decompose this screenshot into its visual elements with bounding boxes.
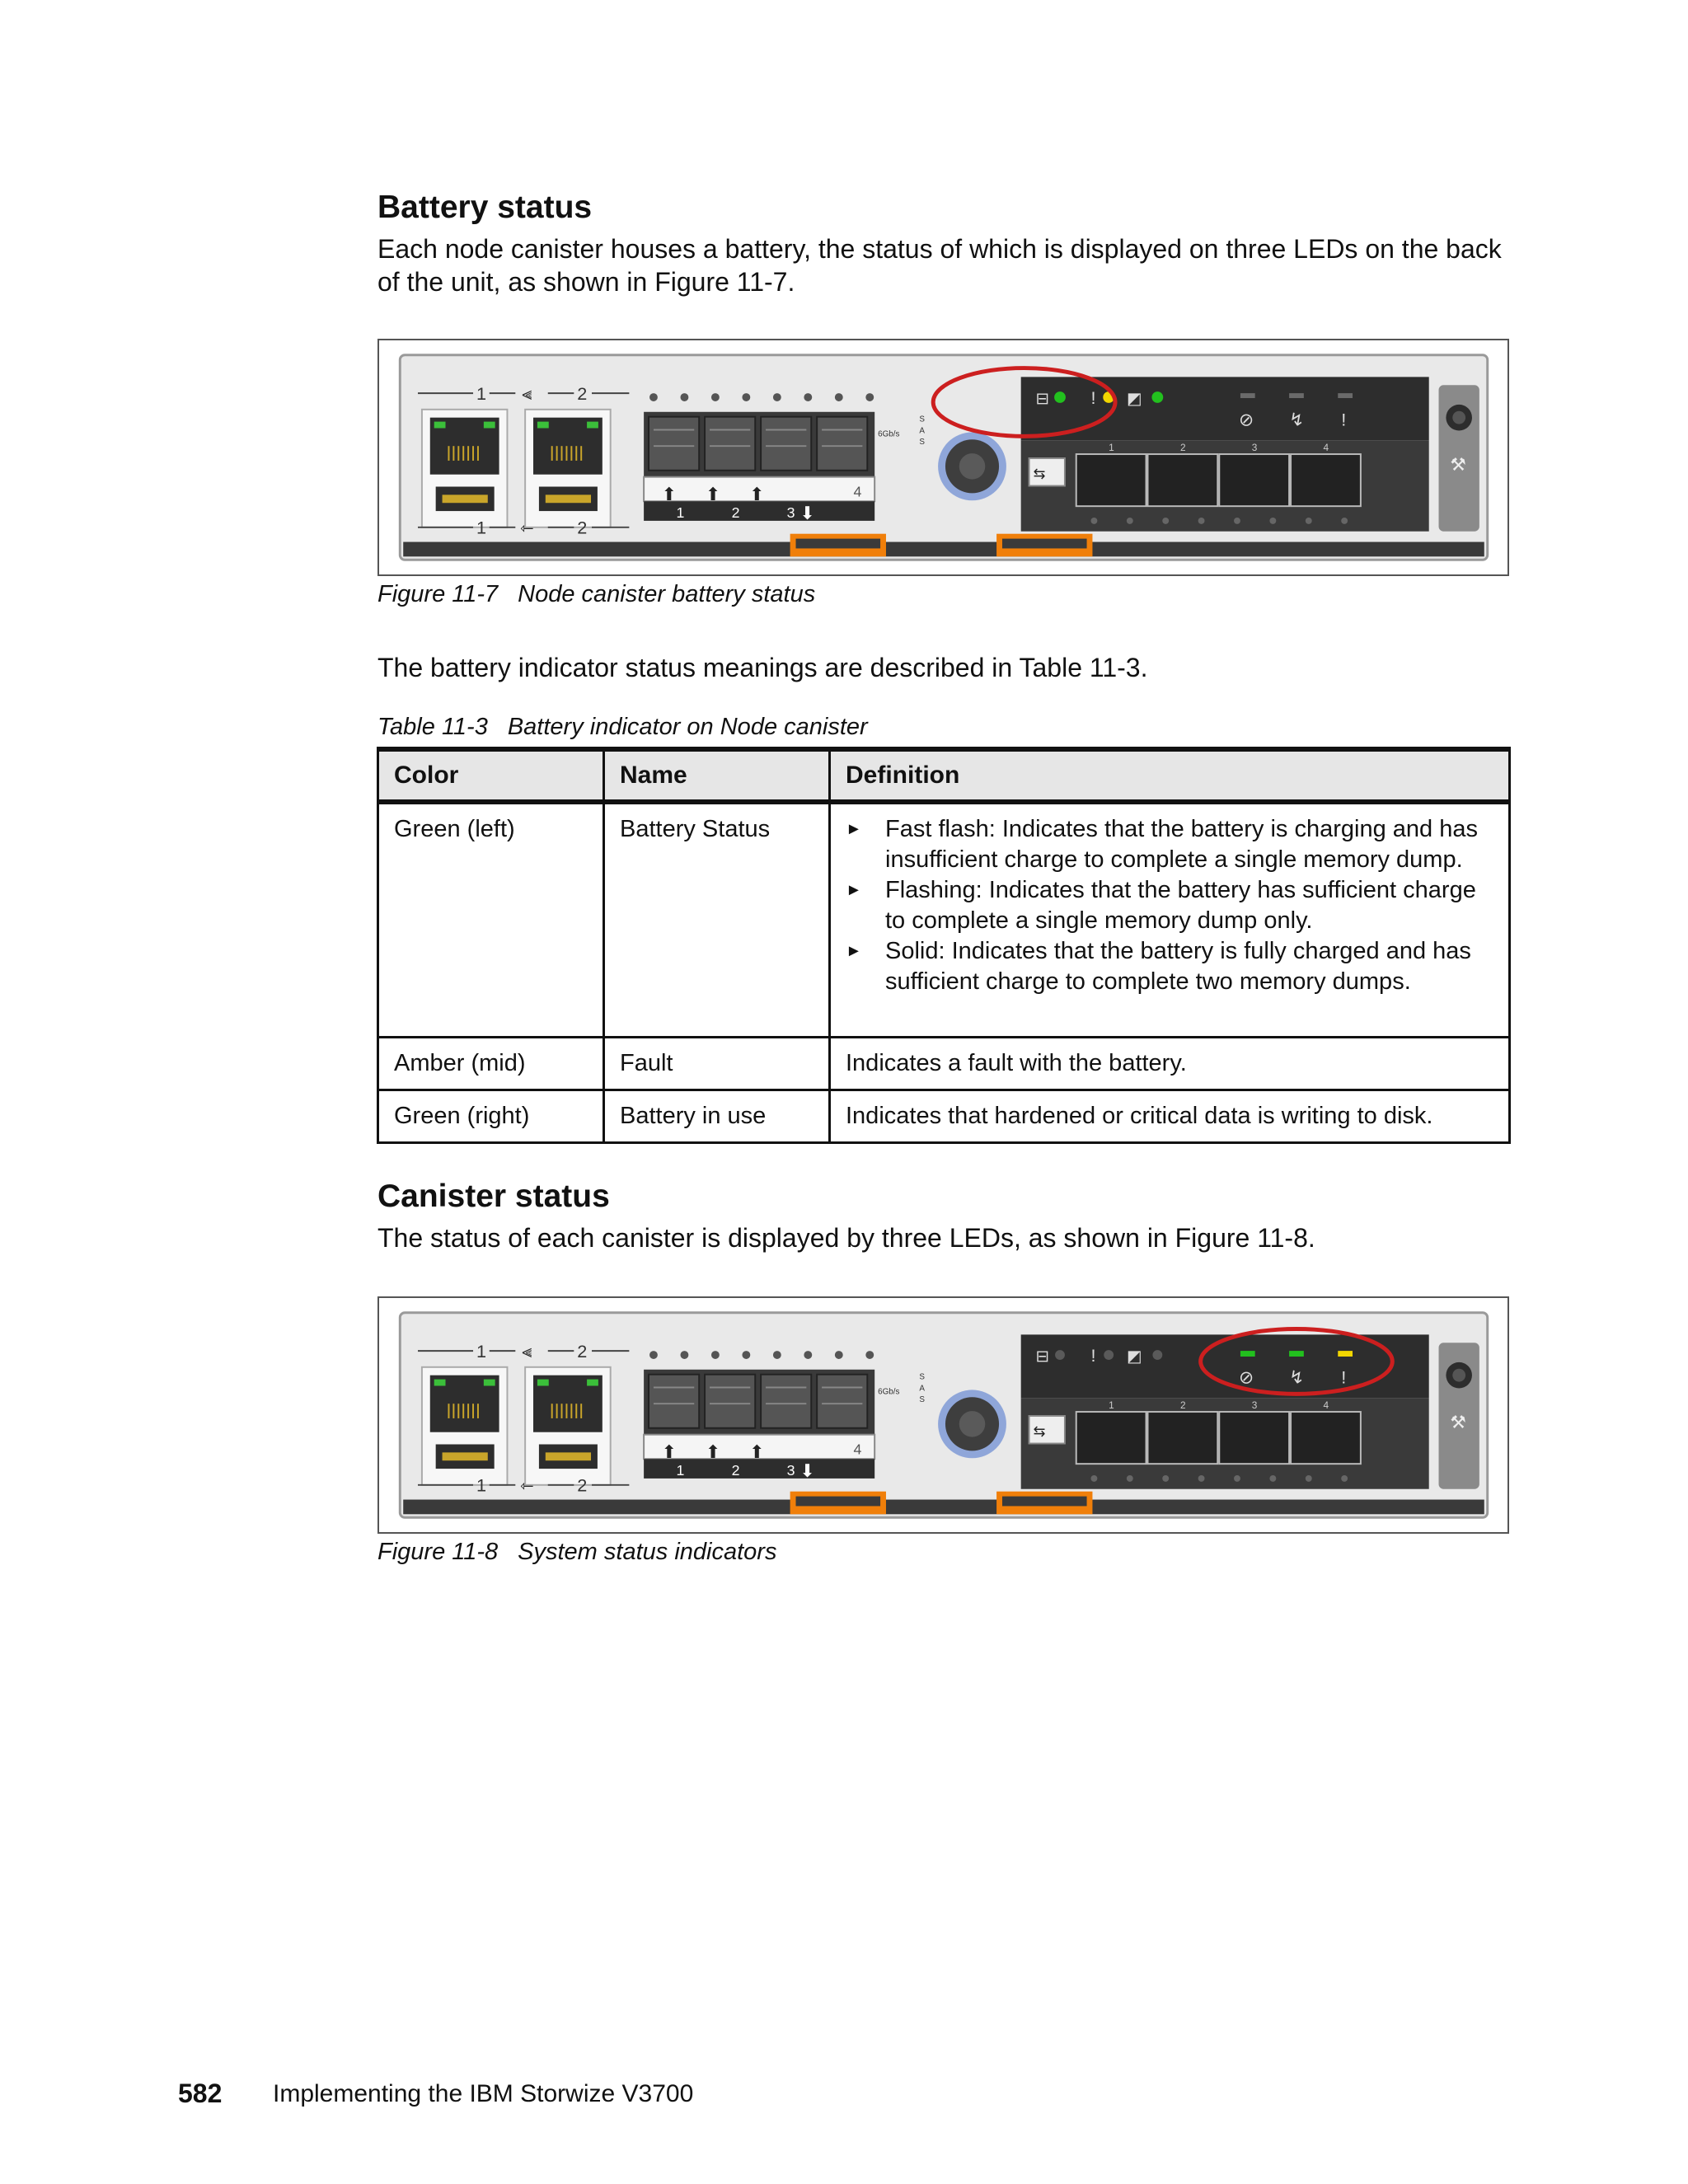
table-header-definition: Definition xyxy=(830,749,1510,802)
fault-led xyxy=(1338,1351,1353,1357)
section-paragraph-battery: Each node canister houses a battery, the status of which is displayed on three LEDs on the back of the unit, as shown in Figure 11-7. xyxy=(377,234,1502,297)
bullet-marker-icon: ► xyxy=(846,942,862,960)
table-header-name: Name xyxy=(604,749,830,802)
figure-label: Figure 11-7 xyxy=(377,581,499,607)
running-footer-title: Implementing the IBM Storwize V3700 xyxy=(273,2080,694,2107)
cell-definition xyxy=(830,802,1510,1037)
table-header-color: Color xyxy=(378,749,604,802)
bullet-item: ► Fast flash: Indicates that the battery is charging and has insufficient charge to complete a single memory dump. xyxy=(846,816,1478,873)
bullet-item: ► Flashing: Indicates that the battery has sufficient charge to complete a single memory dump only. xyxy=(846,877,1476,934)
section-paragraph-canister: The status of each canister is displayed by three LEDs, as shown in Figure 11-8. xyxy=(377,1223,1315,1253)
status-led xyxy=(1289,1351,1304,1357)
cell-name: Battery in use xyxy=(604,1090,830,1142)
table-row xyxy=(378,1037,1510,1090)
cell-name: Fault xyxy=(604,1037,830,1090)
canister-panel-status-svg xyxy=(379,1298,1507,1532)
battery-in-use-led xyxy=(1151,391,1163,403)
cell-definition: Indicates that hardened or critical data is writing to disk. xyxy=(830,1090,1510,1142)
page-number: 582 xyxy=(178,2079,223,2108)
section-heading-canister-status: Canister status xyxy=(377,1179,610,1214)
cell-name: Battery Status xyxy=(604,802,830,1037)
cell-definition: Indicates a fault with the battery. xyxy=(830,1037,1510,1090)
figure-caption-text: Node canister battery status xyxy=(518,581,816,607)
bullet-marker-icon: ► xyxy=(846,881,862,899)
table-row xyxy=(378,1090,1510,1142)
figure-caption-11-7 xyxy=(377,581,815,608)
figure-node-canister-battery-status xyxy=(377,339,1509,576)
table-intro-paragraph: The battery indicator status meanings are described in Table 11-3. xyxy=(377,653,1148,682)
bullet-item: ► Solid: Indicates that the battery is fully charged and has sufficient charge to complete two memory dumps. xyxy=(846,938,1471,995)
table-row xyxy=(378,802,1510,1037)
section-heading-battery-status: Battery status xyxy=(377,190,593,225)
table-caption-11-3 xyxy=(377,714,868,741)
definition-bullet-list xyxy=(846,814,1493,997)
bullet-marker-icon: ► xyxy=(846,820,862,838)
cell-color: Amber (mid) xyxy=(378,1037,604,1090)
table-header-row xyxy=(378,749,1510,802)
battery-status-led xyxy=(1054,391,1066,403)
table-label: Table 11-3 xyxy=(377,714,488,740)
cell-color: Green (left) xyxy=(378,802,604,1037)
figure-system-status-indicators xyxy=(377,1296,1509,1534)
figure-caption-text: System status indicators xyxy=(518,1539,777,1565)
table-caption-text: Battery indicator on Node canister xyxy=(507,714,868,740)
battery-indicator-table xyxy=(377,747,1511,1144)
cell-color: Green (right) xyxy=(378,1090,604,1142)
canister-panel-battery-svg xyxy=(379,340,1507,574)
figure-caption-11-8 xyxy=(377,1539,776,1566)
power-led xyxy=(1240,1351,1255,1357)
figure-label: Figure 11-8 xyxy=(377,1539,499,1565)
